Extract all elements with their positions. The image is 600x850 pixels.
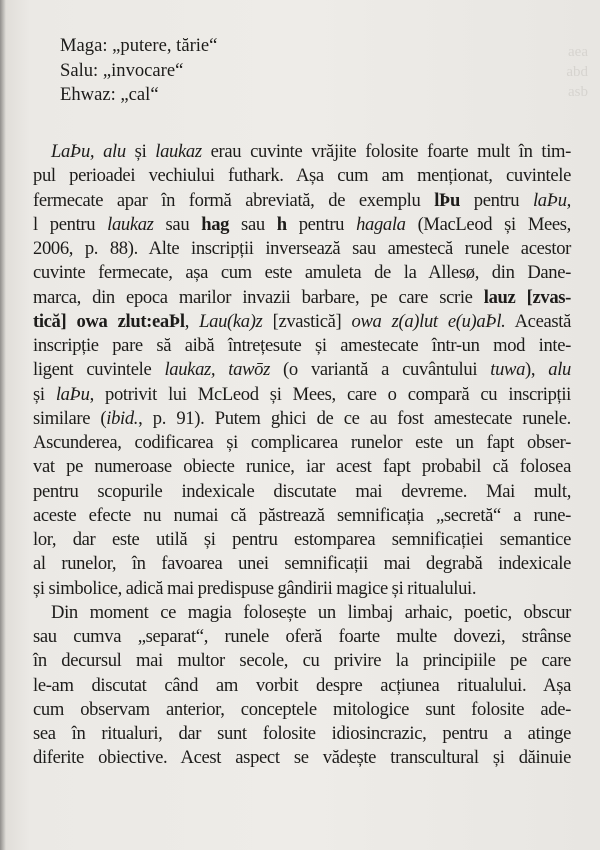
text-run: sau — [153, 213, 202, 235]
italic-term: Lau(ka)z — [199, 310, 263, 332]
italic-term: ibid. — [106, 407, 139, 429]
text-line: cuvinte fermecate, așa cum este amuleta de la Allesø, din Dane- — [33, 262, 571, 284]
text-line — [33, 286, 571, 310]
bleed-line: aea — [568, 44, 588, 60]
bleed-line: abd — [566, 64, 588, 80]
text-line: 2006, p. 88). Alte inscripții inversează sau amestecă runele acestor — [33, 238, 571, 259]
text-run: (o variantă a cuvântului — [269, 359, 491, 381]
text-line: în decursul mai multor secole, cu privire la principiile pe care — [33, 650, 571, 672]
text-line: Din moment ce magia folosește un limbaj arhaic, poetic, obscur — [51, 601, 571, 623]
text-line — [33, 358, 571, 382]
italic-term: alu — [548, 359, 571, 381]
text-line: sau cumva „separat“, runele oferă foarte multe dovezi, strânse — [33, 626, 571, 647]
text-line: vat pe numeroase obiecte runice, iar acest fapt probabil că folosea — [33, 456, 571, 478]
text-run: similare ( — [33, 407, 107, 429]
text-line: al runelor, în favoarea unei semnificații mai degrabă indexicale — [33, 553, 571, 575]
text-line — [33, 189, 571, 213]
text-line: inscripție pare să aibă întrețesute și amestecate într-un mod inte- — [33, 335, 571, 356]
text-line: lor, dar este utilă și pentru estomparea semnificației semantice — [33, 529, 571, 550]
text-line: le-am discutat când am vorbit despre acțiunea ritualului. Așa — [33, 674, 571, 696]
paragraph-1 — [33, 140, 571, 601]
text-line: cum observam anterior, conceptele mitologice sunt folosite ade- — [33, 698, 571, 720]
text-run: marca, din epoca marilor invazii barbare, pe care scrie — [33, 286, 484, 308]
text-line — [33, 383, 571, 407]
binding-shadow — [0, 0, 6, 850]
bold-rune: lauz [zvas- — [483, 286, 571, 308]
text-run: pentru — [460, 189, 533, 211]
italic-term: tuwa — [490, 359, 526, 381]
text-line: aceste efecte nu numai că păstrează semnificația „secretă“ a rune- — [33, 504, 571, 526]
term-salu: Salu: „invocare“ — [60, 59, 184, 81]
bleed-through-text — [478, 42, 588, 102]
text-line: Ascunderea, codificarea și complicarea runelor este un fapt obser- — [33, 432, 571, 453]
text-run: (MacLeod și Mees, — [405, 213, 571, 235]
italic-term: LaÞu, alu — [51, 141, 126, 162]
term-maga: Maga: „putere, tărie“ — [60, 35, 218, 56]
text-line: diferite obiective. Acest aspect se vădește transcultural și dăinuie — [33, 747, 571, 769]
bold-rune: tică] owa zlut:eaÞl — [33, 310, 185, 332]
text-line: sea în ritualuri, dar sunt folosite idiosincrazic, pentru a atinge — [33, 723, 571, 744]
text-line — [33, 407, 571, 431]
text-run: fermecate apar în formă abreviată, de exemplu — [33, 189, 435, 211]
text-run: Această — [505, 310, 571, 332]
text-line — [33, 310, 571, 334]
body-text — [33, 140, 571, 771]
text-line: pul perioadei vechiului futhark. Așa cum am menționat, cuvintele — [33, 165, 571, 187]
italic-term: laÞu, — [532, 189, 571, 211]
bold-rune: lÞu — [434, 189, 461, 211]
text-run: ligent cuvintele — [33, 359, 165, 381]
bold-rune: h — [276, 213, 287, 235]
term-ehwaz: Ehwaz: „cal“ — [60, 84, 159, 105]
text-run: , potrivit lui McLeod și Mees, care o compară cu inscripții — [89, 383, 571, 405]
italic-term: hagala — [356, 213, 406, 235]
italic-term: laukaz — [155, 141, 202, 162]
text-line: și simbolice, adică mai predispuse gândirii magice și ritualului. — [33, 577, 477, 599]
italic-term: laÞu — [55, 383, 90, 405]
text-run: și — [125, 141, 156, 162]
italic-term: laukaz — [107, 213, 154, 235]
text-run: ), — [525, 359, 549, 381]
text-run: erau cuvinte vrăjite folosite foarte mult în tim- — [201, 141, 571, 162]
text-line — [33, 213, 571, 237]
text-run: [zvastică] — [262, 310, 352, 332]
text-run: și — [33, 383, 56, 405]
text-line: pentru scopurile indexicale discutate mai devreme. Mai mult, — [33, 480, 571, 502]
paragraph-2 — [33, 601, 571, 771]
text-run: l pentru — [33, 213, 108, 235]
bleed-line: asb — [568, 84, 588, 100]
text-run: pentru — [286, 213, 357, 235]
italic-term: laukaz, tawōz — [164, 359, 270, 381]
bold-rune: hag — [201, 213, 230, 235]
text-run: , — [184, 310, 200, 332]
text-run: , p. 91). Putem ghici de ce au fost amestecate runele. — [138, 407, 571, 429]
italic-term: owa z(a)lut e(u)aÞl. — [351, 310, 506, 332]
text-run: sau — [229, 213, 277, 235]
text-line — [33, 140, 571, 164]
rune-term-list — [60, 34, 217, 108]
